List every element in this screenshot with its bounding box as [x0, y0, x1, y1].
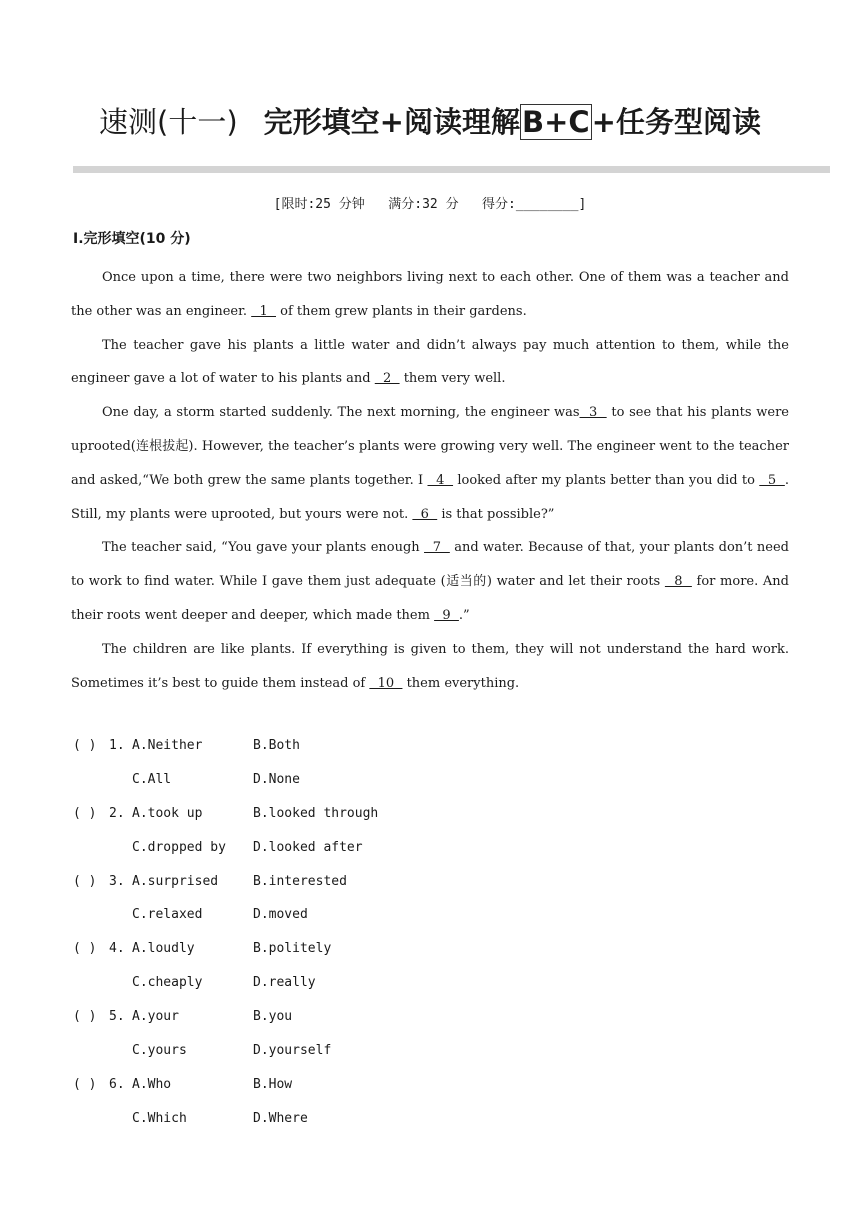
paragraph-1: Once upon a time, there were two neighbors living next to each other. One of them was a teacher and the other was an engineer. 1 of them grew plants in their gardens.	[71, 270, 789, 319]
answer-paren[interactable]: ( )	[73, 1076, 97, 1092]
blank-1: 1	[251, 303, 276, 319]
option-d: D.Where	[253, 1110, 308, 1126]
question-number: 1.	[109, 738, 125, 753]
blank-10: 10	[369, 675, 403, 691]
option-b: B.politely	[253, 941, 332, 957]
blank-6: 6	[412, 506, 438, 522]
exam-meta: [限时:25 分钟 满分:32 分 得分:________]	[273, 197, 587, 212]
paragraph-5: The children are like plants. If everything is given to them, they will not understand the hard work. Sometimes it’s best to guide them instead of 10 them everything.	[71, 641, 789, 691]
paragraph-3: One day, a storm started suddenly. The next morning, the engineer was 3 to see that his plants were uprooted(连根拔起). However, the teacher’s plants were growing very well. The engineer went to the teacher and asked,“We both grew the same plants together. I 4 looked after my plants better than you did to 5 . Still, my plants were uprooted, but yours were not. 6 is that possible?”	[71, 405, 790, 522]
title-main-pre: 完形填空+阅读理解	[263, 105, 520, 139]
option-d: D.None	[253, 771, 300, 787]
blank-5: 5	[759, 472, 785, 488]
option-a: A.Neither	[132, 738, 203, 753]
option-d: D.looked after	[253, 839, 363, 855]
option-c: C.relaxed	[132, 907, 203, 923]
section-heading: Ⅰ.完形填空(10 分)	[73, 231, 191, 247]
option-a: A.surprised	[132, 873, 219, 889]
option-d: D.yourself	[253, 1043, 332, 1059]
answer-paren[interactable]: ( )	[73, 805, 97, 821]
option-d: D.moved	[253, 907, 308, 923]
option-b: B.looked through	[253, 805, 379, 821]
title-main-post: +任务型阅读	[591, 105, 761, 139]
question-number: 2.	[109, 805, 125, 821]
paragraph-2: The teacher gave his plants a little water and didn’t always pay much attention to them, while the engineer gave a lot of water to his plants and 2 them very well.	[71, 337, 789, 387]
option-b: B.interested	[253, 873, 347, 889]
blank-3: 3	[579, 405, 607, 421]
option-b: B.you	[253, 1009, 293, 1025]
option-a: A.your	[132, 1009, 179, 1025]
blank-2: 2	[374, 371, 400, 387]
question-number: 5.	[109, 1009, 125, 1025]
question-number: 4.	[109, 941, 125, 957]
answer-paren[interactable]: ( )	[73, 873, 97, 889]
option-a: A.Who	[132, 1076, 172, 1092]
blank-9: 9	[434, 607, 459, 623]
title-left: 速测(十一)	[99, 105, 238, 139]
option-b: B.How	[253, 1076, 293, 1092]
blank-7: 7	[424, 540, 450, 556]
option-a: A.loudly	[132, 941, 195, 957]
option-a: A.took up	[132, 805, 203, 821]
option-c: C.cheaply	[132, 975, 203, 991]
passage	[71, 261, 789, 700]
option-d: D.really	[253, 975, 316, 991]
question-number: 3.	[109, 873, 125, 889]
blank-8: 8	[664, 574, 692, 590]
title-boxed: B+C	[521, 105, 590, 139]
answer-paren[interactable]: ( )	[73, 1009, 97, 1025]
option-c: C.Which	[132, 1110, 187, 1126]
page-title	[0, 100, 860, 144]
header-divider	[73, 166, 830, 173]
question-number: 6.	[109, 1076, 125, 1092]
option-c: C.yours	[132, 1043, 187, 1059]
option-c: C.dropped by	[132, 839, 226, 855]
answer-paren[interactable]: ( )	[73, 941, 97, 957]
option-c: C.All	[132, 771, 172, 787]
paragraph-4: The teacher said, “You gave your plants enough 7 and water. Because of that, your plants don’t need to work to find water. While I gave them just adequate (适当的) water and let their roots 8 for more. And their roots went deeper and deeper, which made them 9 .”	[71, 540, 789, 623]
title-main	[264, 104, 761, 140]
blank-4: 4	[427, 472, 454, 488]
answer-paren[interactable]: ( )	[73, 738, 97, 753]
option-b: B.Both	[253, 738, 300, 753]
